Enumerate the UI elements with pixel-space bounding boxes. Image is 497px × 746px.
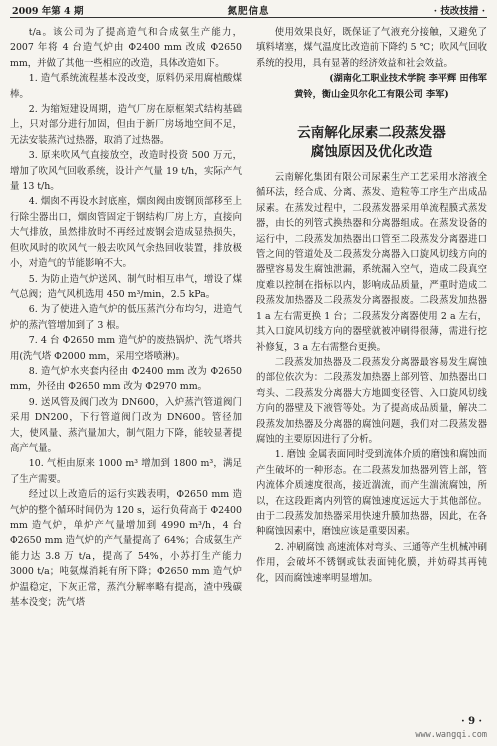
paragraph: 2. 为缩短建设周期，造气厂房在原框架式结构基础上，只对部分进行加固，但由于新厂房场地空间不足，无法安装蒸汽过热器，取消了过热器。 [10,104,242,146]
issue-label: 2009 年第 4 期 [12,6,84,17]
author-affiliation: (湖南化工职业技术学院 李平辉 田伟军 [329,73,487,85]
paragraph: 1. 造气系统流程基本没改变，原料仍采用腐植酸煤棒。 [10,73,242,100]
page-header [10,0,487,18]
paragraph: 2. 冲刷腐蚀 高速流体对弯头、三通等产生机械冲刷作用，会破坏不锈钢或钛表面钝化膜，并妨碍其再钝化，因而腐蚀速率明显增加。 [256,541,487,584]
paragraph: 10. 气柜由原来 1000 m³ 增加到 1800 m³，满足了生产需要。 [10,458,242,485]
paragraph: t/a。该公司为了提高造气和合成氨生产能力，2007 年将 4 台造气炉由 Φ2400 mm 改成 Φ2650 mm，并做了其他一些相应的改造，具体改造如下。 [10,27,242,69]
watermark-url: www.wangqi.com [415,730,487,740]
paragraph: 6. 为了使进入造气炉的低压蒸汽分布均匀，进造气炉的蒸汽管增加到了 3 根。 [10,304,242,331]
right-column [256,25,487,586]
paragraph: 使用效果良好，既保证了气液充分接触，又避免了填料堵塞，煤气温度比改造前下降约 5 ℃；吹风气回收系统的投用，具有显著的经济效益和社会效益。 [256,27,487,69]
paragraph: 7. 4 台 Φ2650 mm 造气炉的废热锅炉、洗气塔共用(洗气塔 Φ2000 mm，采用空塔喷淋)。 [10,335,242,362]
paragraph: 5. 为防止造气炉送风、制气时相互串气，增设了煤气总阀；造气风机选用 450 m³/min，2.5 kPa。 [10,273,242,300]
section-label: · 技改技措 · [433,6,485,17]
paragraph: 8. 造气炉水夹套内径由 Φ2400 mm 改为 Φ2650 mm，外径由 Φ2650 mm 改为 Φ2970 mm。 [10,365,242,393]
paragraph: 3. 原来吹风气直接放空，改造时投资 500 万元，增加了吹风气回收系统，设计产气量 19 t/h，实际产气量 13 t/h。 [10,150,242,193]
journal-title: 氮肥信息 [227,6,270,17]
page-number: · 9 · [461,716,482,727]
article-title: 云南解化尿素二段蒸发器 [297,125,446,142]
article-title: 腐蚀原因及优化改造 [310,144,433,161]
author-affiliation: 黄铃，衡山金贝尔化工有限公司 李军) [294,88,449,100]
paragraph: 1. 磨蚀 金属表面同时受到流体介质的磨蚀和腐蚀而产生破坏的一种形态。在二段蒸发加热器列管上部，管内流体介质速度很高，接近湍流，而产生湍流腐蚀，所以，在这段距离内列管的腐蚀速度远远大于其他部位。由于二段蒸发加热器采用快速升膜加热器，因此，在各种腐蚀因素中，磨蚀应该是重要因素。 [256,449,487,538]
paragraph: 云南解化集团有限公司尿素生产工艺采用水溶液全循环法，经合成、分离、蒸发、造粒等工序生产出成品尿素。在蒸发过程中，二段蒸发器采用单流程膜式蒸发器，由长的列管式换热器和分离器组成。在蒸发设备的运行中，二段蒸发加热器出口管至二段蒸发分离器进口管之间的管道处及二段蒸发分离器入口旋风切线方向的器壁容易发生腐蚀泄漏，系统漏入空气，造成二段真空度难以控制在指标以内，影响成品质量，严重时造成二段蒸发加热器及二段蒸发分离器报废。二段蒸发加热器 1 a 左右需更换 1 台；二段蒸发分离器使用 2 a 左右，其入口旋风切线方向的器壁就被冲刷得很薄，需进行挖补修复，3 a 左右需整台更换。 [256,172,487,353]
left-column [10,25,242,610]
paragraph: 二段蒸发加热器及二段蒸发分离器最容易发生腐蚀的部位依次为：二段蒸发加热器上部列管、加热器出口弯头、二段蒸发分离器大方地圆变径管、入口旋风切线方向的器壁及下液管等处。为了提高成品质量，解决二段蒸发加热器及分离器的腐蚀问题，我们对二段蒸发器腐蚀的主要原因进行了分析。 [256,356,487,445]
paragraph: 4. 烟囱不再设水封底座，烟囱阀由废钢顶部移至上行除尘器出口，烟囱管固定于钢结构厂房上方，直接向大气排放，虽然排放时不再经过废钢会造成显热损失，但吹风时的吹风气一般去吹风气余热回收装置，排放极小，对造气的节能影响不大。 [10,196,242,270]
paragraph: 9. 送风管及阀门改为 DN600，入炉蒸汽管道阀门采用 DN200，下行管道阀门改为 DN600。管径加大，使风量、蒸汽量加大，制气阻力下降，能较显著提高产气量。 [10,396,242,454]
paragraph: 经过以上改造后的运行实践表明，Φ2650 mm 造气炉的整个循环时间仍为 120 s，运行负荷高于 Φ2400 mm 造气炉，单炉产气量增加到 4990 m³/h，4 台 Φ2650 mm 造气炉的产气量提高了 64%；合成氨生产能力达 3.8 万 t/a，提高了 54%，小苏打生产能力 3000 t/a；吨氨煤消耗有所下降；Φ2650 mm 造气炉炉温稳定，下灰正常，蒸汽分解率略有提高，渣中残碳基本没变；洗气塔 [10,489,242,609]
